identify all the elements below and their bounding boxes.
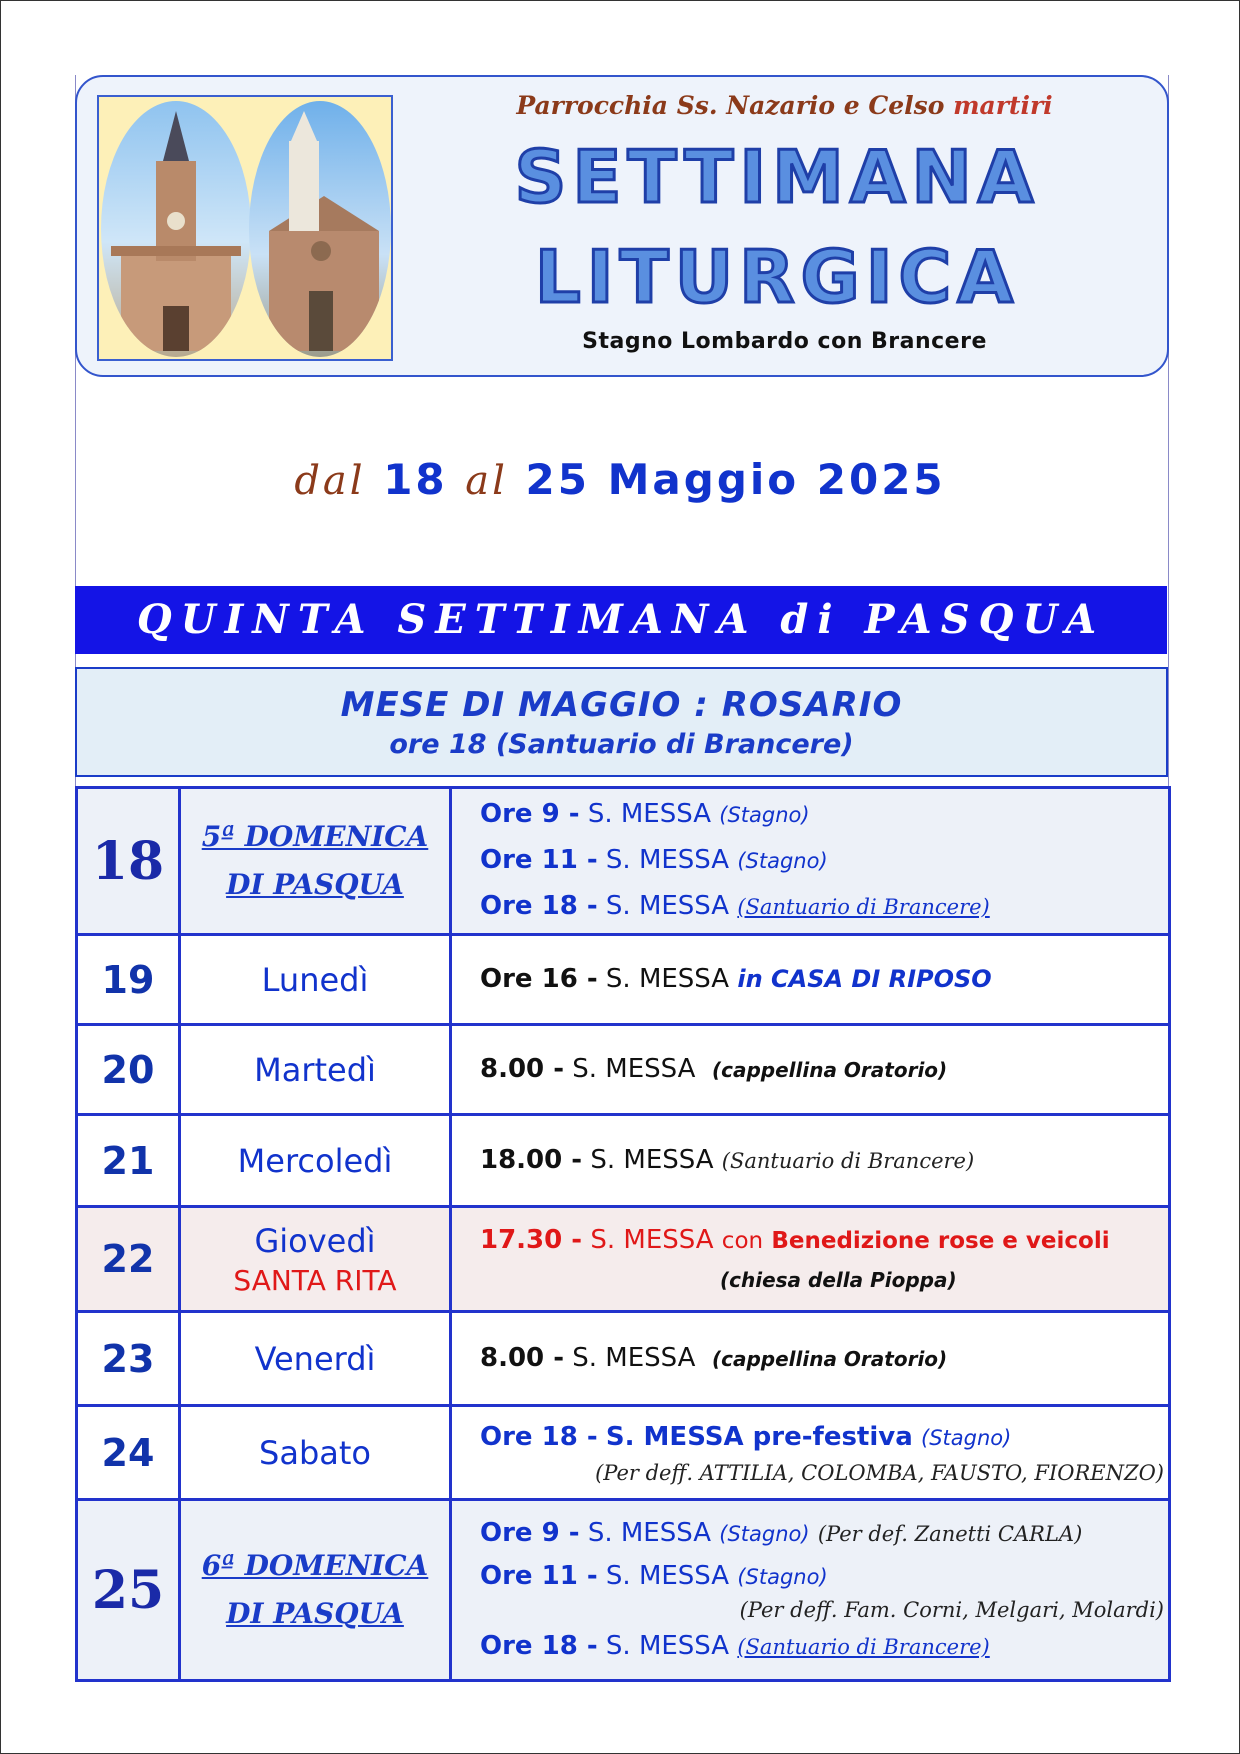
event-line [480, 1336, 1168, 1382]
day-name-line2: DI PASQUA [226, 1597, 404, 1630]
event-type: S. MESSA [605, 964, 730, 994]
event-intention: (Per deff. ATTILIA, COLOMBA, FAUSTO, FIORENZO) [595, 1460, 1164, 1485]
date-range [75, 455, 1165, 504]
parish-name [422, 91, 1147, 120]
event-con: con [721, 1228, 764, 1254]
event-details [452, 1116, 1168, 1205]
event-type: S. MESSA [572, 1053, 696, 1084]
event-note: (Santuario di Brancere) [737, 895, 990, 919]
churches-photo [97, 95, 393, 361]
table-row [78, 1407, 1168, 1501]
header-box [75, 75, 1169, 377]
day-number: 21 [78, 1116, 181, 1205]
event-time: Ore 16 - [480, 964, 598, 994]
event-note: (cappellina Oratorio) [711, 1057, 948, 1082]
event-time: 18.00 - [480, 1144, 583, 1175]
event-line [480, 1557, 1168, 1596]
subtitle: Stagno Lombardo con Brancere [582, 329, 987, 354]
day-name [181, 789, 452, 933]
event-line [480, 1047, 1168, 1093]
date-from-word: dal [294, 458, 366, 504]
event-time: 8.00 - [480, 1342, 564, 1373]
event-note: (Santuario di Brancere) [721, 1148, 975, 1173]
day-name: Mercoledì [181, 1116, 452, 1205]
day-name [181, 1501, 452, 1679]
event-time: Ore 9 - [480, 1518, 580, 1548]
event-line [480, 957, 1168, 1002]
event-details [452, 936, 1168, 1023]
parish-prefix: Parrocchia Ss. Nazario e Celso [516, 91, 954, 120]
week-banner: QUINTA SETTIMANA di PASQUA [75, 586, 1167, 654]
event-line [480, 792, 1168, 838]
church-photo-left [101, 101, 251, 357]
table-row [78, 1313, 1168, 1407]
event-blessing: Benedizione rose e veicoli [771, 1228, 1110, 1254]
event-line [480, 1457, 1168, 1488]
rosary-title: MESE DI MAGGIO : ROSARIO [340, 685, 903, 725]
event-details [452, 1407, 1168, 1498]
event-type: S. MESSA [605, 1561, 730, 1591]
title-line1: SETTIMANA [514, 135, 1040, 219]
event-note: (Santuario di Brancere) [737, 1635, 990, 1659]
day-number: 24 [78, 1407, 181, 1498]
event-details [452, 789, 1168, 933]
event-time: Ore 11 - [480, 845, 598, 875]
event-details [452, 1208, 1168, 1310]
event-time: Ore 11 - [480, 1561, 598, 1591]
event-type: S. MESSA [605, 891, 730, 921]
event-note: (Stagno) [737, 849, 828, 873]
event-time: Ore 9 - [480, 799, 580, 829]
event-type: S. MESSA [605, 845, 730, 875]
event-details [452, 1313, 1168, 1404]
day-name-text: Giovedì [254, 1221, 376, 1260]
day-name: Lunedì [181, 936, 452, 1023]
event-time: Ore 18 - [480, 1631, 598, 1661]
event-type: S. MESSA pre-festiva [605, 1421, 913, 1452]
event-details [452, 1026, 1168, 1113]
event-line [480, 1261, 1168, 1298]
day-number: 20 [78, 1026, 181, 1113]
day-name-line2: DI PASQUA [226, 868, 404, 901]
event-line [480, 838, 1168, 884]
day-name [181, 1208, 452, 1310]
day-name: Martedì [181, 1026, 452, 1113]
event-note: (Stagno) [719, 803, 810, 827]
event-type: S. MESSA [572, 1342, 696, 1373]
event-line [480, 1596, 1168, 1623]
event-type: S. MESSA [590, 1225, 714, 1255]
event-note: (Stagno) [921, 1425, 1012, 1450]
day-name: Venerdì [181, 1313, 452, 1404]
day-number: 19 [78, 936, 181, 1023]
day-number: 23 [78, 1313, 181, 1404]
church-photo-right [249, 101, 391, 357]
event-line [480, 1220, 1168, 1261]
table-row [78, 936, 1168, 1026]
table-row [78, 1116, 1168, 1208]
day-number: 25 [78, 1501, 181, 1679]
table-row [78, 789, 1168, 936]
table-row [78, 1501, 1168, 1679]
schedule-table [75, 786, 1171, 1682]
event-note: in CASA DI RIPOSO [737, 965, 992, 993]
date-from-num: 18 [383, 455, 448, 504]
rosary-time: ore 18 (Santuario di Brancere) [389, 729, 854, 760]
table-row [78, 1208, 1168, 1313]
event-type: S. MESSA [587, 1518, 711, 1548]
event-line [480, 884, 1168, 930]
event-details [452, 1501, 1168, 1679]
event-note: (Stagno) [737, 1565, 828, 1589]
day-name-line1: 5ª DOMENICA [201, 820, 429, 853]
event-type: S. MESSA [587, 799, 711, 829]
date-to-word: al [465, 458, 508, 504]
event-type: S. MESSA [590, 1144, 714, 1175]
event-time: 17.30 - [480, 1225, 583, 1255]
date-to-text: 25 Maggio 2025 [525, 455, 946, 504]
title-line2: LITURGICA [534, 235, 1020, 319]
saint-name: SANTA RITA [233, 1263, 397, 1297]
parish-suffix: martiri [953, 91, 1053, 120]
event-line [480, 1138, 1168, 1184]
day-name-line1: 6ª DOMENICA [201, 1549, 429, 1582]
event-note: (cappellina Oratorio) [711, 1346, 948, 1371]
event-line [480, 1623, 1168, 1670]
event-time: Ore 18 - [480, 1421, 598, 1452]
day-name: Sabato [181, 1407, 452, 1498]
event-intention: (Per deff. Fam. Corni, Melgari, Molardi) [739, 1598, 1164, 1622]
table-row [78, 1026, 1168, 1116]
event-line [480, 1510, 1168, 1557]
day-number: 22 [78, 1208, 181, 1310]
event-time: Ore 18 - [480, 891, 598, 921]
event-place: (chiesa della Pioppa) [720, 1268, 957, 1292]
day-number: 18 [78, 789, 181, 933]
event-type: S. MESSA [605, 1631, 730, 1661]
event-line [480, 1418, 1168, 1457]
event-note: (Stagno) [719, 1522, 810, 1546]
event-time: 8.00 - [480, 1053, 564, 1084]
rosary-box [75, 667, 1168, 777]
event-intention: (Per def. Zanetti CARLA) [817, 1522, 1083, 1546]
